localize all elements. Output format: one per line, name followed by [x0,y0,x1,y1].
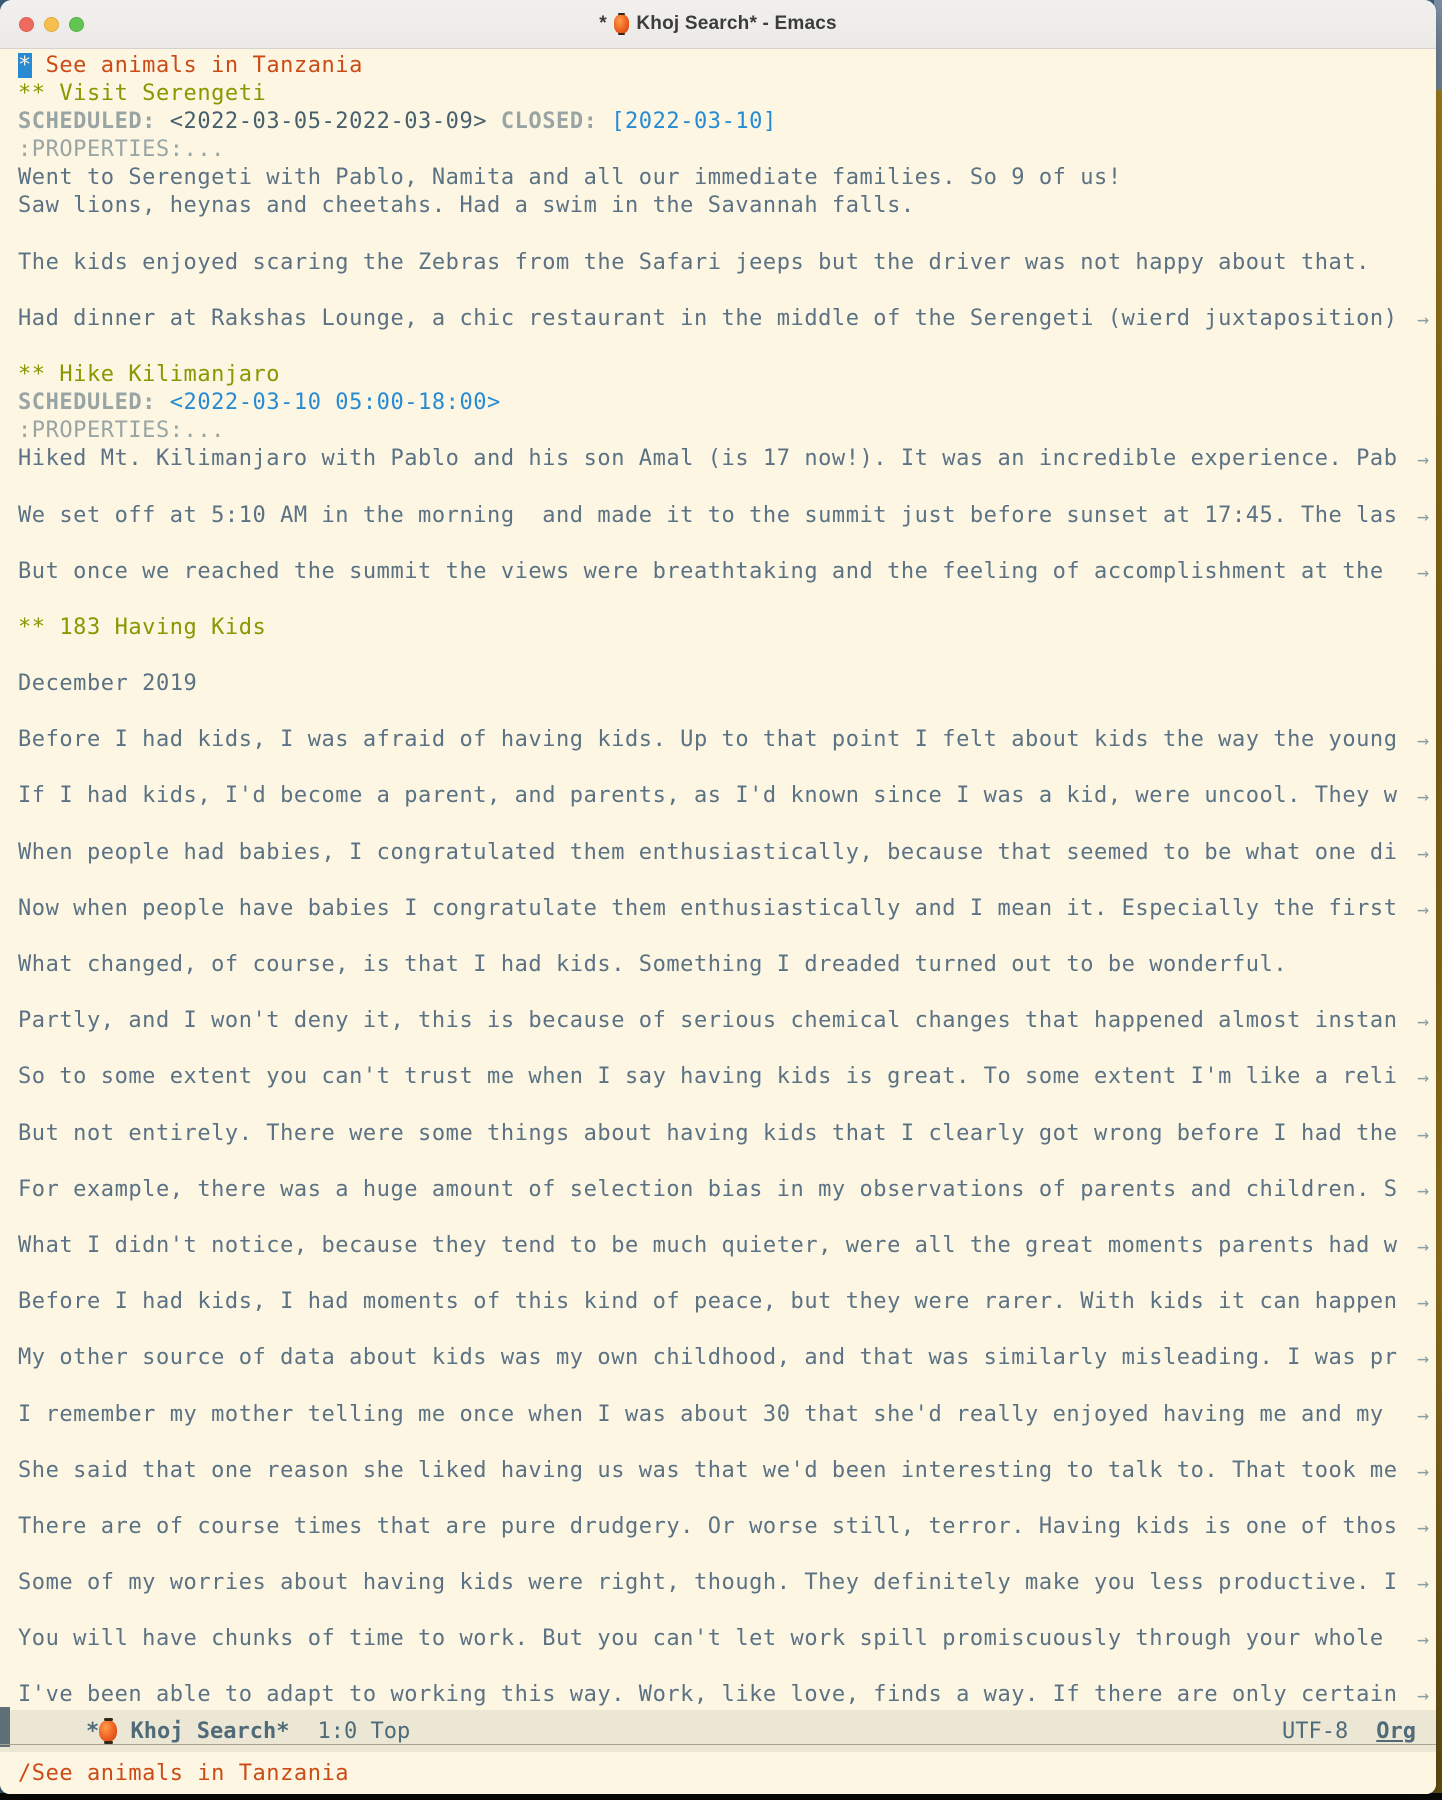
buffer-line-body: Partly, and I won't deny it, this is because of serious chemical changes that happened almost instan → [18,1007,1436,1035]
truncation-arrow-icon: → [1416,896,1429,921]
truncation-arrow-icon: → [1416,784,1429,809]
buffer-line-body: The kids enjoyed scaring the Zebras from the Safari jeeps but the driver was not happy about that. [18,249,1370,275]
buffer-line-body: When people had babies, I congratulated them enthusiastically, because that seemed to be what one di → [18,839,1436,867]
buffer-line-blank [18,1541,1436,1569]
buffer-line-body: We set off at 5:10 AM in the morning and made it to the summit just before sunset at 17:45. The las → [18,502,1436,530]
close-button[interactable] [19,17,34,32]
traffic-light-buttons [19,0,84,48]
buffer-line-blank [18,1091,1436,1119]
buffer-line-h2[interactable]: ** Hike Kilimanjaro [18,362,281,388]
minimize-button[interactable] [44,17,59,32]
truncation-arrow-icon: → [1416,306,1429,331]
buffer-line-h2[interactable]: ** 183 Having Kids [18,614,267,640]
buffer-line-blank [18,1204,1436,1232]
truncation-arrow-icon: → [1416,503,1429,528]
truncation-arrow-icon: → [1416,447,1429,472]
buffer-line-blank [18,1597,1436,1625]
buffer-line-blank [18,1485,1436,1513]
space [156,109,170,134]
truncation-arrow-icon: → [1416,1402,1429,1427]
buffer-line-blank [18,979,1436,1007]
buffer-line-blank [18,811,1436,839]
buffer-line-body: I've been able to adapt to working this way. Work, like love, finds a way. If there are only certain → [18,1681,1436,1709]
buffer-line-blank [18,642,1436,670]
truncation-arrow-icon: → [1416,559,1429,584]
text-cursor: * [18,53,32,78]
buffer-line-plan [18,389,1436,417]
truncation-arrow-icon: → [1416,1514,1429,1539]
buffer-line-body: So to some extent you can't trust me when I say having kids is great. To some extent I'm like a reli → [18,1063,1436,1091]
buffer-line-blank [18,1260,1436,1288]
planning-keyword: CLOSED: [500,109,598,135]
buffer-line-blank [18,754,1436,782]
truncation-arrow-icon: → [1416,1627,1429,1652]
buffer-line-blank [18,586,1436,614]
buffer-line-blank [18,473,1436,501]
buffer-line-body: You will have chunks of time to work. But you can't let work spill promiscuously through your whole → [18,1625,1436,1653]
truncation-arrow-icon: → [1416,1346,1429,1371]
truncation-arrow-icon: → [1416,1121,1429,1146]
buffer-line-body: What I didn't notice, because they tend to be much quieter, were all the great moments parents had w → [18,1232,1436,1260]
buffer-line-body: For example, there was a huge amount of selection bias in my observations of parents and children. S → [18,1176,1436,1204]
buffer-line-body: What changed, of course, is that I had kids. Something I dreaded turned out to be wonderful. [18,952,1288,977]
desktop-background-bottom [0,1793,1442,1800]
timestamp-active: [2022-03-10] [611,109,777,135]
truncation-arrow-icon: → [1416,1683,1429,1708]
buffer-line-blank [18,530,1436,558]
truncation-arrow-icon: → [1416,1290,1429,1315]
lantern-icon [614,14,630,33]
buffer-line-blank [18,1429,1436,1457]
buffer-line-body: Some of my worries about having kids were right, though. They definitely make you less productive. I → [18,1569,1436,1597]
modeline-name-text: Khoj Search* [117,1718,290,1744]
buffer-line-blank [18,1653,1436,1681]
truncation-arrow-icon: → [1416,1065,1429,1090]
lantern-icon [99,1720,117,1742]
buffer-text-area[interactable] [0,49,1436,1710]
buffer-line-body: December 2019 [18,671,198,697]
buffer-line-body: If I had kids, I'd become a parent, and parents, as I'd known since I was a kid, were uncool. They w → [18,782,1436,810]
truncation-arrow-icon: → [1416,840,1429,865]
space [487,109,501,134]
buffer-line-body: But not entirely. There were some things about having kids that I clearly got wrong before I had the → [18,1120,1436,1148]
buffer-line-drawer[interactable]: :PROPERTIES:... [18,137,225,163]
buffer-line-body: Had dinner at Rakshas Lounge, a chic restaurant in the middle of the Serengeti (wierd juxtaposition) → [18,305,1436,333]
buffer-line-body: Saw lions, heynas and cheetahs. Had a swim in the Savannah falls. [18,193,915,219]
buffer-line-blank [18,277,1436,305]
truncation-arrow-icon: → [1416,1458,1429,1483]
buffer-line-blank [18,698,1436,726]
buffer-line-body: Hiked Mt. Kilimanjaro with Pablo and his son Amal (is 17 now!). It was an incredible experience. Pab → [18,445,1436,473]
window-title [599,13,837,35]
buffer-line-drawer[interactable]: :PROPERTIES:... [18,418,225,444]
buffer-line-h1[interactable]: * See animals in Tanzania [18,53,363,78]
title-star: * [599,13,607,34]
buffer-line-body: I remember my mother telling me once when I was about 30 that she'd really enjoyed having me and my → [18,1401,1436,1429]
buffer-line-blank [18,1316,1436,1344]
title-bar [0,0,1436,49]
truncation-arrow-icon: → [1416,1571,1429,1596]
buffer-line-body: Now when people have babies I congratulate them enthusiastically and I mean it. Especially the first → [18,895,1436,923]
buffer-line-body: Before I had kids, I was afraid of having kids. Up to that point I felt about kids the way the young → [18,726,1436,754]
buffer-line-body: My other source of data about kids was my own childhood, and that was similarly misleading. I was pr → [18,1344,1436,1372]
space [597,109,611,134]
timestamp-active: <2022-03-10 05:00-18:00> [169,390,501,416]
mode-line [0,1710,1436,1752]
truncation-arrow-icon: → [1416,1177,1429,1202]
buffer-line-blank [18,333,1436,361]
planning-keyword: SCHEDULED: [18,390,156,416]
modeline-buffer-name[interactable] [86,1719,289,1744]
buffer-line-blank [18,1148,1436,1176]
modeline-encoding[interactable]: UTF-8 [1282,1718,1349,1744]
truncation-arrow-icon: → [1416,1009,1429,1034]
buffer-line-plan [18,108,1436,136]
modeline-major-mode[interactable]: Org [1376,1718,1416,1744]
buffer-line-body: There are of course times that are pure drudgery. Or worse still, terror. Having kids is one of thos → [18,1513,1436,1541]
truncation-arrow-icon: → [1416,728,1429,753]
modeline-position: 1:0 Top [317,1718,411,1744]
buffer-line-h2[interactable]: ** Visit Serengeti [18,81,267,107]
title-text: Khoj Search* - Emacs [636,13,837,34]
buffer-line-blank [18,1035,1436,1063]
timestamp-past: <2022-03-05-2022-03-09> [169,109,488,135]
buffer-line-blank [18,923,1436,951]
buffer-line-blank [18,221,1436,249]
space [156,390,170,415]
minibuffer-search-input[interactable]: /See animals in Tanzania [0,1752,1436,1794]
buffer-line-body: Went to Serengeti with Pablo, Namita and all our immediate families. So 9 of us! [18,165,1122,191]
buffer-line-blank [18,867,1436,895]
truncation-arrow-icon: → [1416,1233,1429,1258]
modeline-name-star: * [86,1718,100,1744]
zoom-button[interactable] [69,17,84,32]
buffer-line-body: Before I had kids, I had moments of this kind of peace, but they were rarer. With kids it can happen → [18,1288,1436,1316]
window-divider-bar [0,1707,10,1747]
buffer-line-body: She said that one reason she liked having us was that we'd been interesting to talk to. That took me → [18,1457,1436,1485]
buffer-line-blank [18,1372,1436,1400]
modeline-right [1282,1719,1416,1744]
planning-keyword: SCHEDULED: [18,109,156,135]
buffer-line-body: But once we reached the summit the views were breathtaking and the feeling of accomplishment at the → [18,558,1436,586]
